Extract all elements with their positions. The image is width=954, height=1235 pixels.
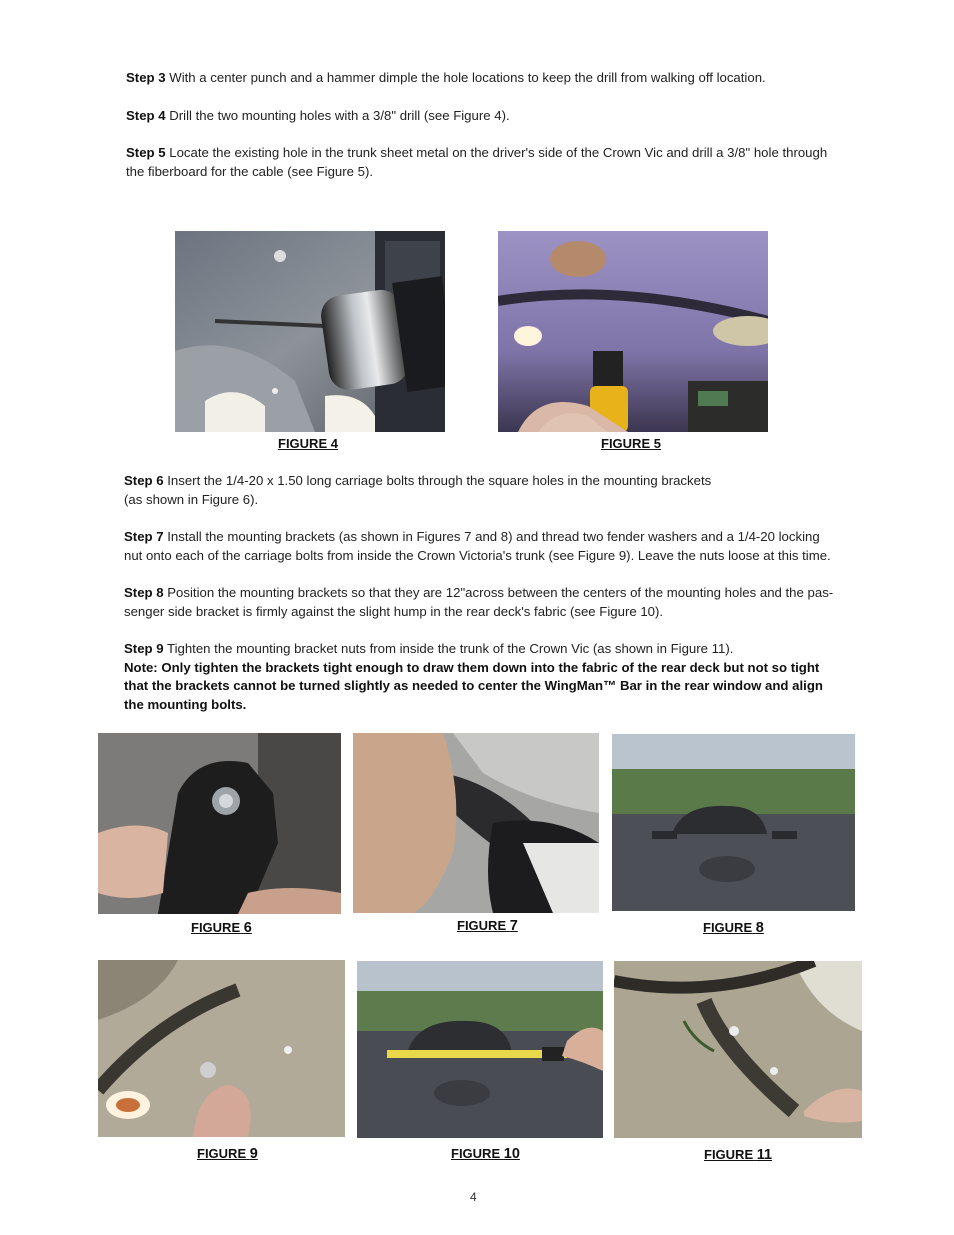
- figure-8-caption-word: FIGURE: [703, 920, 753, 935]
- figure-6-caption-word: FIGURE: [191, 920, 241, 935]
- step-9-label: Step 9: [124, 641, 164, 656]
- figure-5-caption: [601, 436, 661, 451]
- step-4-text: Drill the two mounting holes with a 3/8" drill (see Figure 4).: [169, 108, 510, 123]
- step-4-label: Step 4: [126, 108, 166, 123]
- figure-4-caption-number: 4: [330, 436, 338, 451]
- figure-10-caption-word: FIGURE: [451, 1146, 501, 1161]
- note-line-2: that the brackets cannot be turned slightly as needed to center the WingMan™ Bar in the rear window and align: [124, 678, 823, 693]
- step-6-text-line2: (as shown in Figure 6).: [124, 491, 259, 507]
- figure-11-caption-number: 11: [756, 1147, 773, 1163]
- step-3-text: With a center punch and a hammer dimple the hole locations to keep the drill from walking off location.: [169, 70, 766, 85]
- figure-7-caption-word: FIGURE: [457, 918, 507, 933]
- step-6-label: Step 6: [124, 473, 164, 488]
- step-5-text-line2: the fiberboard for the cable (see Figure 5).: [126, 163, 374, 179]
- step-8-label: Step 8: [124, 585, 164, 600]
- figure-9-photo: [98, 960, 345, 1137]
- step-3-label: Step 3: [126, 70, 166, 85]
- figure-9-caption-number: 9: [249, 1146, 258, 1162]
- figure-9-caption: [197, 1146, 258, 1162]
- figure-7-photo: [353, 733, 599, 913]
- figure-6-photo: [98, 733, 341, 914]
- figure-6-caption: [191, 920, 252, 936]
- figure-4-caption-word: FIGURE: [278, 436, 328, 451]
- step-7-text-line2: nut onto each of the carriage bolts from inside the Crown Victoria's trunk (see Figure 9). Leave the nuts loose at this time.: [124, 547, 831, 563]
- figure-8-photo: [612, 734, 855, 911]
- figure-7-caption-number: 7: [509, 918, 518, 934]
- step-5-label: Step 5: [126, 145, 166, 160]
- figure-5-caption-number: 5: [653, 436, 661, 451]
- figure-11-caption: [704, 1147, 772, 1163]
- step-9-paragraph: [124, 640, 823, 714]
- step-7-text-line1: Install the mounting brackets (as shown in Figures 7 and 8) and thread two fender washers and a 1/4-20 locking: [167, 529, 820, 544]
- step-8-text-line2: senger side bracket is firmly against the slight hump in the rear deck's fabric (see Figure 10).: [124, 603, 664, 619]
- step-7-paragraph: [124, 528, 831, 565]
- figure-8-caption-number: 8: [755, 920, 764, 936]
- step-5-text-line1: Locate the existing hole in the trunk sheet metal on the driver's side of the Crown Vic and drill a 3/8" hole through: [169, 145, 828, 160]
- figure-10-caption-number: 10: [503, 1146, 520, 1162]
- step-3-paragraph: [126, 69, 766, 88]
- step-5-paragraph: [126, 144, 827, 181]
- figure-4-photo: [175, 231, 445, 432]
- figure-10-caption: [451, 1146, 520, 1162]
- step-6-paragraph: [124, 472, 711, 509]
- figure-5-photo: [498, 231, 768, 432]
- figure-11-caption-word: FIGURE: [704, 1147, 754, 1162]
- note-line-3: the mounting bolts.: [124, 696, 247, 712]
- figure-10-photo: [357, 961, 603, 1138]
- note-line-1: Note: Only tighten the brackets tight enough to draw them down into the fabric of the rear deck but not so tight: [124, 659, 820, 675]
- figure-11-photo: [614, 961, 862, 1138]
- figure-9-caption-word: FIGURE: [197, 1146, 247, 1161]
- page-number: 4: [470, 1190, 477, 1204]
- figure-7-caption: [457, 918, 518, 934]
- step-8-paragraph: [124, 584, 833, 621]
- step-7-label: Step 7: [124, 529, 164, 544]
- step-6-text-line1: Insert the 1/4-20 x 1.50 long carriage bolts through the square holes in the mounting brackets: [167, 473, 712, 488]
- step-8-text-line1: Position the mounting brackets so that they are 12"across between the centers of the mounting holes and the pas-: [167, 585, 834, 600]
- step-4-paragraph: [126, 107, 510, 126]
- figure-5-caption-word: FIGURE: [601, 436, 651, 451]
- step-9-text: Tighten the mounting bracket nuts from inside the trunk of the Crown Vic (as shown in Figure 11).: [167, 641, 734, 656]
- figure-8-caption: [703, 920, 764, 936]
- figure-4-caption: [278, 436, 338, 451]
- figure-6-caption-number: 6: [243, 920, 252, 936]
